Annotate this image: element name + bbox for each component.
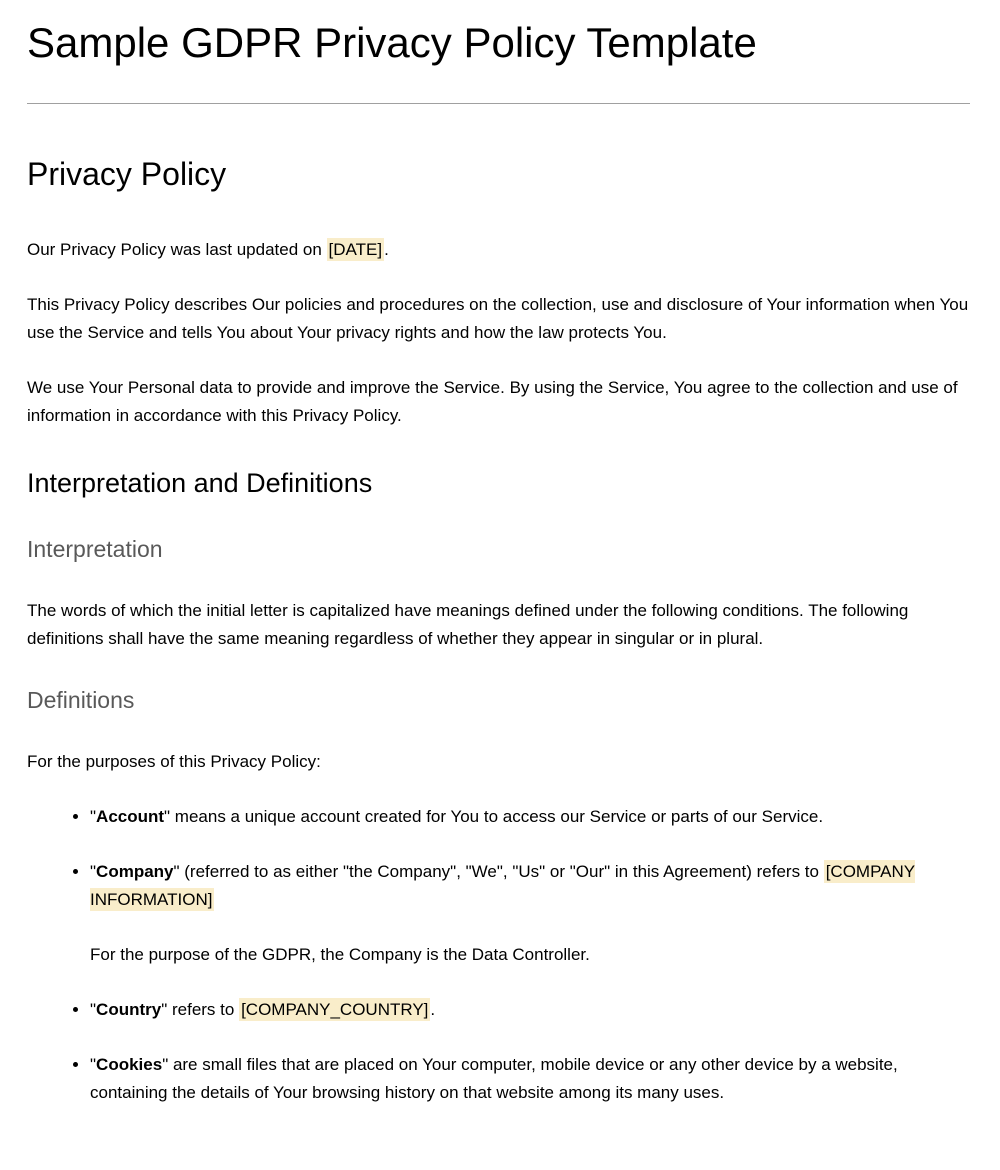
definition-term-country: Country bbox=[96, 1000, 162, 1020]
privacy-policy-heading: Privacy Policy bbox=[27, 156, 227, 193]
date-placeholder: [DATE] bbox=[328, 239, 383, 259]
document-page bbox=[0, 19, 1000, 1107]
definition-term-cookies: Cookies bbox=[96, 1055, 163, 1075]
definition-body-company: " (referred to as either "the Company", "We", "Us" or "Our" in this Agreement) refers to bbox=[173, 862, 824, 882]
last-updated-line bbox=[27, 236, 970, 264]
open-quote: " bbox=[90, 862, 97, 882]
definitions-heading: Definitions bbox=[27, 687, 135, 714]
open-quote: " bbox=[90, 1055, 97, 1075]
interpretation-heading: Interpretation bbox=[27, 536, 163, 563]
definition-term-account: Account bbox=[96, 807, 165, 827]
definition-suffix-country: . bbox=[430, 1000, 436, 1020]
definition-item-cookies bbox=[90, 1051, 970, 1107]
definitions-list bbox=[27, 803, 970, 1107]
definition-text-cookies bbox=[90, 1051, 970, 1107]
last-updated-prefix: Our Privacy Policy was last updated on bbox=[27, 239, 327, 259]
definition-term-company: Company bbox=[96, 862, 174, 882]
policy-paragraph-1: This Privacy Policy describes Our policies and procedures on the collection, use and disclosure of Your information when You use the Service and tells You about Your privacy rights and how the law protects You. bbox=[27, 294, 969, 342]
page-title: Sample GDPR Privacy Policy Template bbox=[27, 19, 757, 66]
open-quote: " bbox=[90, 1000, 97, 1020]
title-divider bbox=[27, 103, 970, 104]
policy-paragraph-2: We use Your Personal data to provide and improve the Service. By using the Service, You agree to the collection and use of information in accordance with this Privacy Policy. bbox=[27, 377, 958, 425]
last-updated-suffix: . bbox=[384, 239, 389, 259]
interpretation-definitions-heading: Interpretation and Definitions bbox=[27, 467, 373, 498]
definition-item-country bbox=[90, 996, 970, 1024]
definition-item-account bbox=[90, 803, 970, 831]
definition-body-account: " means a unique account created for You to access our Service or parts of our Service. bbox=[164, 807, 824, 827]
definition-item-company bbox=[90, 858, 970, 969]
definition-text-company bbox=[90, 858, 970, 914]
definitions-lead: For the purposes of this Privacy Policy: bbox=[27, 752, 321, 772]
definition-body-cookies: " are small files that are placed on Your computer, mobile device or any other device by a website, containing the details of Your browsing history on that website among its many uses. bbox=[90, 1055, 898, 1103]
definition-text-country bbox=[90, 996, 970, 1024]
open-quote: " bbox=[90, 807, 97, 827]
definition-text-account bbox=[90, 803, 970, 831]
definition-note-company: For the purpose of the GDPR, the Company is the Data Controller. bbox=[90, 945, 590, 965]
company-country-placeholder: [COMPANY_COUNTRY] bbox=[241, 1000, 429, 1020]
interpretation-paragraph: The words of which the initial letter is capitalized have meanings defined under the following conditions. The following definitions shall have the same meaning regardless of whether they appear in singular or in plural. bbox=[27, 601, 909, 649]
definition-body-country: " refers to bbox=[161, 1000, 240, 1020]
company-information-placeholder: [COMPANY INFORMATION] bbox=[90, 862, 916, 910]
